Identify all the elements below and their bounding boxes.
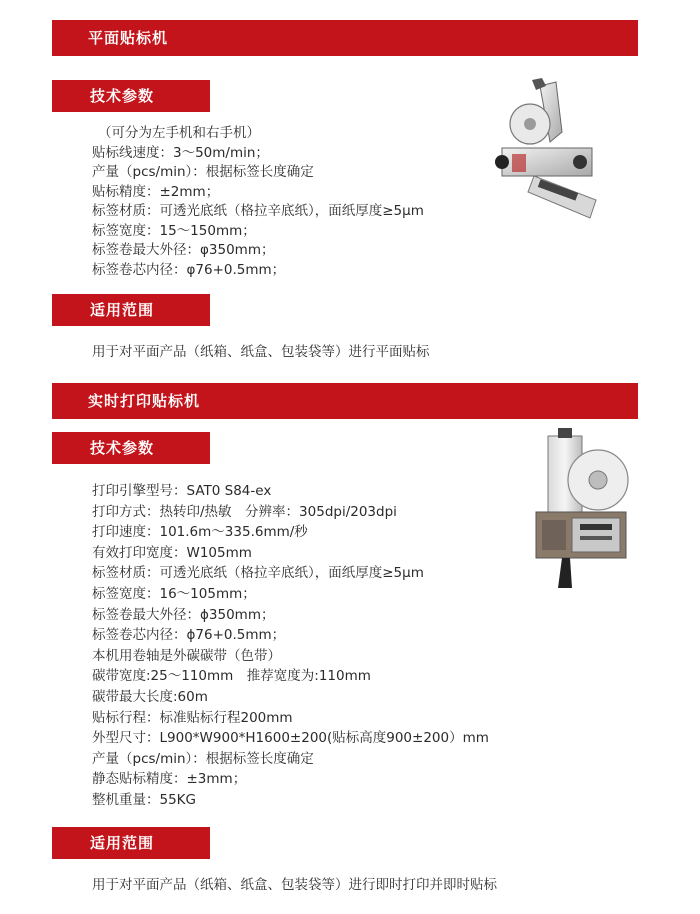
spec-line: 产量（pcs/min）：根据标签长度确定 — [92, 164, 314, 180]
section1-tech-tag: 技术参数 — [52, 80, 210, 112]
spec-line: 产量（pcs/min）：根据标签长度确定 — [92, 750, 314, 767]
spec-line: 标签宽度：15～150mm； — [92, 222, 256, 239]
spec-line: 本机用卷轴是外碳碳带（色带） — [92, 647, 281, 664]
spec-line: 碳带最大长度:60m — [92, 688, 208, 705]
spec-line: 贴标行程：标准贴标行程200mm — [92, 709, 293, 726]
spec-line: 标签卷芯内径：φ76+0.5mm； — [92, 261, 286, 278]
spec-line: 标签卷最大外径：φ350mm； — [92, 242, 275, 258]
spec-line: 打印引擎型号：SAT0 S84-ex — [92, 483, 272, 499]
spec-line: 标签卷最大外径：ϕ350mm； — [92, 606, 275, 623]
spec-line: 打印方式：热转印/热敏 分辨率：305dpi/203dpi — [92, 503, 397, 520]
spec-line: 整机重量：55KG — [92, 791, 196, 808]
section2-title-banner: 实时打印贴标机 — [52, 383, 638, 419]
spec-line: 静态贴标精度：±3mm； — [92, 771, 247, 788]
section2-scope-text: 用于对平面产品（纸箱、纸盒、包装袋等）进行即时打印并即时贴标 — [92, 877, 497, 893]
section2-spec-list — [92, 481, 489, 811]
spec-line: 标签材质：可透光底纸（格拉辛底纸），面纸厚度≥5μm — [92, 565, 424, 582]
spec-line: 标签宽度：16～105mm； — [92, 585, 256, 602]
section1-scope-text: 用于对平面产品（纸箱、纸盒、包装袋等）进行平面贴标 — [92, 344, 430, 360]
section2-scope-tag: 适用范围 — [52, 827, 210, 859]
spec-line: 外型尺寸：L900*W900*H1600±200(贴标高度900±200）mm — [92, 730, 489, 747]
spec-line: 标签材质：可透光底纸（格拉辛底纸），面纸厚度≥5μm — [92, 203, 424, 219]
spec-line: 标签卷芯内径：ϕ76+0.5mm； — [92, 627, 286, 644]
flat-labeling-machine-image — [478, 72, 618, 232]
spec-line: 贴标线速度：3～50m/min； — [92, 144, 269, 161]
print-apply-machine-image — [532, 428, 642, 588]
spec-line: 贴标精度：±2mm； — [92, 183, 220, 200]
spec-line: 打印速度：101.6m～335.6mm/秒 — [92, 524, 308, 541]
section1-spec-list — [92, 124, 424, 280]
spec-line: （可分为左手机和右手机） — [98, 125, 260, 141]
section1-title-banner: 平面贴标机 — [52, 20, 638, 56]
section2-tech-tag: 技术参数 — [52, 432, 210, 464]
section1-scope-tag: 适用范围 — [52, 294, 210, 326]
spec-line: 有效打印宽度：W105mm — [92, 544, 252, 561]
spec-line: 碳带宽度:25～110mm 推荐宽度为:110mm — [92, 668, 371, 685]
